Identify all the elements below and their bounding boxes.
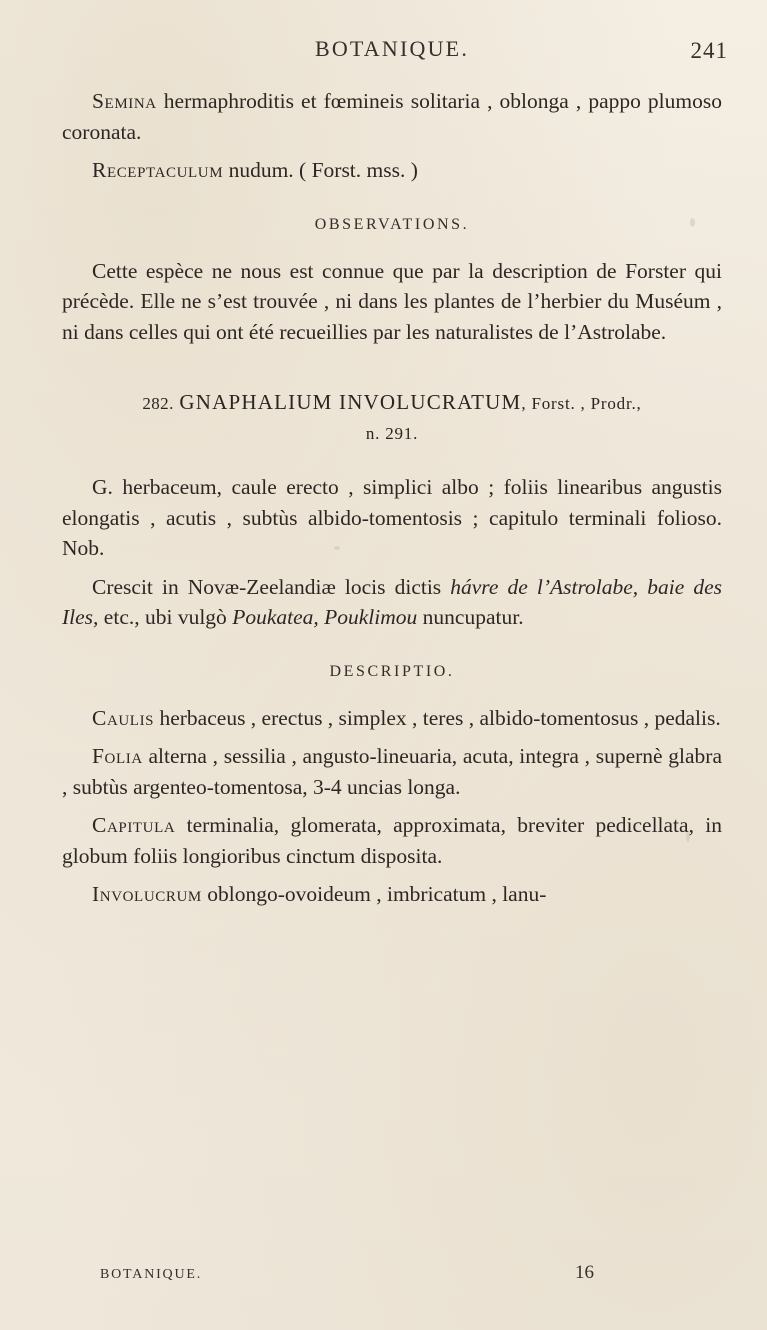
paragraph-receptaculum [62,155,722,186]
heading-descriptio: DESCRIPTIO. [329,662,455,680]
paragraph-involucrum [62,879,722,910]
paragraph-semina-text: hermaphroditis et fœmineis solitaria , oblonga , pappo plumoso coronata. [62,89,722,144]
paragraph-caulis-text: herbaceus , erectus , simplex , teres , albido-tomentosus , pedalis. [154,705,721,730]
signature-mark: BOTANIQUE. [100,1267,203,1282]
paragraph-folia [62,741,722,802]
species-authority: , Forst. , Prodr., [521,394,642,414]
term-semina: Semina [92,89,157,113]
habitat-end: nuncupatur. [417,605,524,630]
paragraph-caulis [62,703,722,734]
habitat-locality-1: hávre de l’Astrolabe, baie des Iles, [62,574,722,630]
heading-observations: OBSERVATIONS. [314,215,470,233]
paragraph-diagnosis: G. herbaceum, caule erecto , simplici albo ; foliis linearibus angustis elongatis , acutis , subtùs albido-tomentosis ; capitulo terminali folioso. Nob. [62,475,722,561]
paragraph-observations: Cette espèce ne nous est connue que par la description de Forster qui précède. Elle ne s’est trouvée , ni dans les plantes de l’herbier du Muséum , ni dans celles qui ont été recueillies par les naturalistes de l’Astrolabe. [62,258,722,344]
species-number: 282. [142,394,174,414]
paragraph-involucrum-text: oblongo-ovoideum , imbricatum , lanu- [201,882,547,907]
species-name: GNAPHALIUM INVOLUCRATUM [179,390,522,415]
habitat-vernacular: Poukatea, Pouklimou [232,605,418,630]
term-caulis: Caulis [92,705,155,730]
habitat-mid: etc., ubi vulgò [98,605,233,630]
term-receptaculum: Receptaculum [92,158,224,183]
paragraph-capitula [62,810,722,871]
species-subline: n. 291. [365,423,419,443]
term-folia: Folia [92,744,143,769]
paragraph-folia-text: alterna , sessilia , angusto-lineuaria, acuta, integra , supernè glabra , subtùs argenteo-tomentosa, 3-4 uncias longa. [62,744,722,799]
habitat-pre: Crescit in Novæ-Zeelandiæ locis dictis [92,574,451,599]
paragraph-capitula-text: terminalia, glomerata, approximata, breviter pedicellata, in globum foliis longioribus cinctum disposita. [62,813,722,868]
species-heading [62,387,722,446]
paragraph-receptaculum-text: nudum. ( Forst. mss. ) [223,158,418,183]
page-header [62,36,728,70]
paragraph-habitat [62,572,722,633]
folio-number: 241 [690,38,728,63]
page-footer [62,1262,722,1284]
signature-number: 16 [575,1262,594,1283]
term-involucrum: Involucrum [92,882,202,907]
page-content [62,36,728,910]
paragraph-semina [62,86,722,147]
running-title: BOTANIQUE. [314,36,470,61]
term-capitula: Capitula [92,813,176,838]
